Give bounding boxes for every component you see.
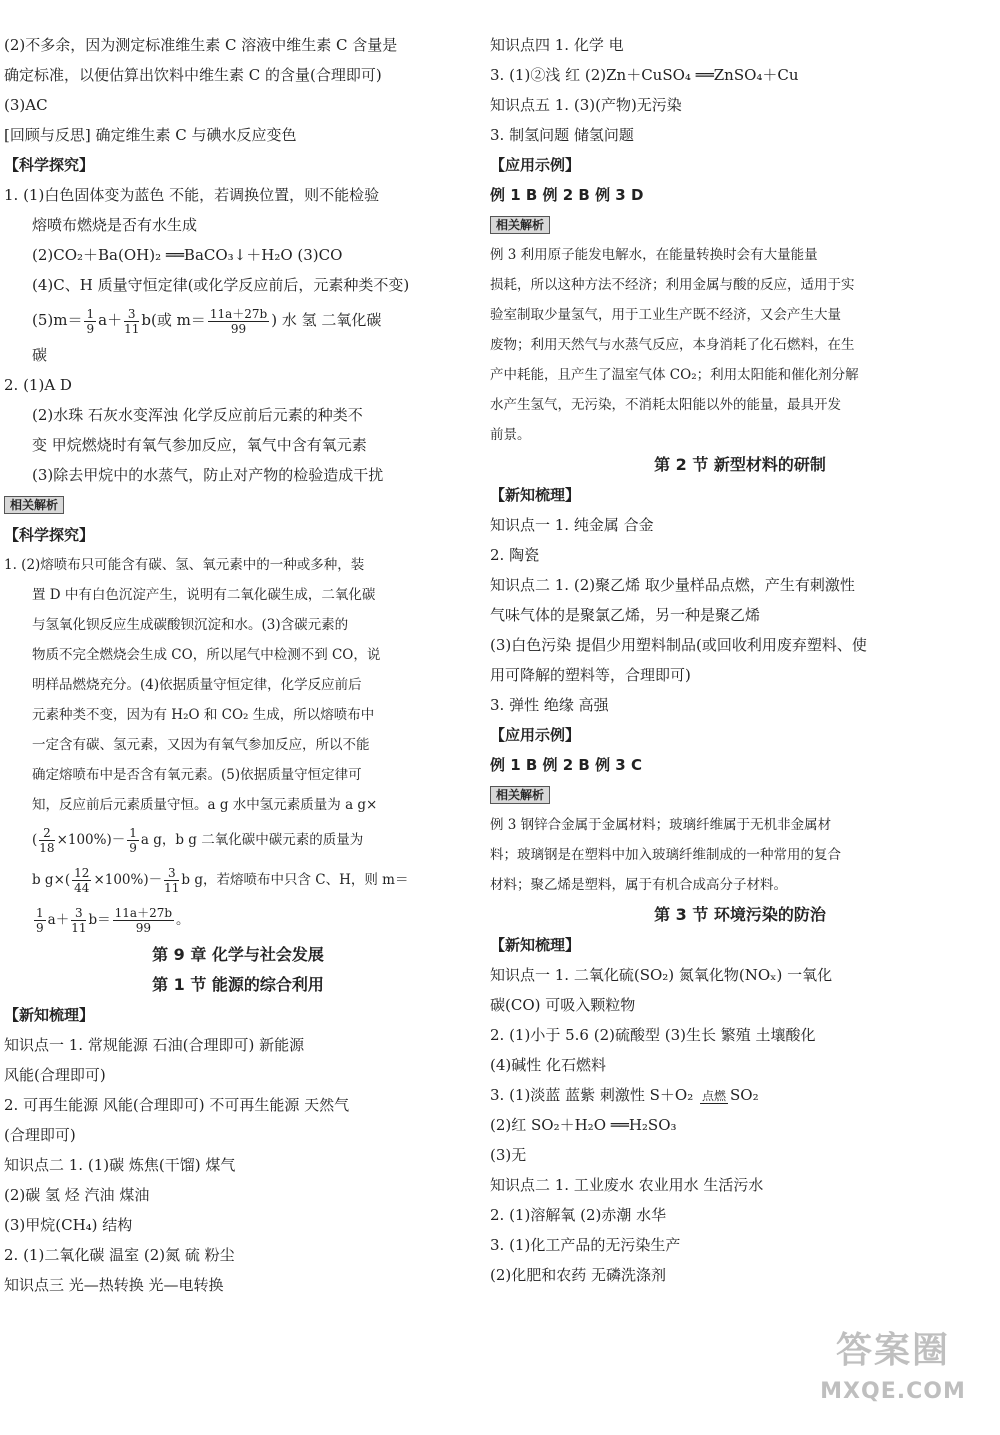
text-line: 2. (1)A D — [4, 376, 72, 394]
text-line: 产中耗能，且产生了温室气体 CO₂；利用太阳能和催化剂分解 — [490, 367, 859, 383]
left-column — [4, 30, 472, 1300]
text-fragment: b(或 m＝ — [141, 311, 206, 329]
fraction — [127, 826, 139, 855]
watermark-logo — [798, 1325, 988, 1425]
text-line: 2. 陶瓷 — [490, 546, 540, 564]
text-fragment: ×100%)－ — [93, 872, 163, 888]
text-line: 碳(CO) 可吸入颗粒物 — [490, 996, 636, 1014]
numerator: 11a＋27b — [209, 306, 268, 321]
text-line: 确定熔喷布中是否含有氧元素。(5)依据质量守恒定律可 — [32, 767, 362, 783]
text-line: 例 3 利用原子能发电解水，在能量转换时会有大量能量 — [490, 247, 818, 263]
text-fragment: b g，若熔喷布中只含 C、H，则 m＝ — [181, 872, 409, 888]
text-line: 物质不完全燃烧会生成 CO，所以尾气中检测不到 CO，说 — [32, 647, 381, 663]
text-fragment: ) 水 氢 二氧化碳 — [271, 311, 382, 329]
fraction — [208, 307, 269, 336]
denominator: 11 — [124, 321, 140, 336]
section-heading: 【新知梳理】 — [490, 486, 581, 504]
text-line: 知，反应前后元素质量守恒。a g 水中氢元素质量为 a g× — [32, 797, 378, 813]
denominator: 99 — [135, 921, 151, 935]
text-line: 知识点三 光—热转换 光—电转换 — [4, 1276, 224, 1294]
numerator: 3 — [71, 906, 86, 921]
section-title: 第 3 节 环境污染的防治 — [654, 905, 826, 924]
section-heading: 【科学探究】 — [4, 156, 95, 174]
fraction — [34, 906, 46, 935]
section-title: 第 1 节 能源的综合利用 — [152, 975, 324, 994]
tag-line — [490, 780, 990, 810]
fraction — [72, 866, 91, 895]
denominator: 9 — [129, 841, 137, 855]
numerator: 2 — [39, 826, 54, 841]
analysis-tag: 相关解析 — [490, 216, 550, 234]
fraction — [84, 307, 96, 336]
denominator: 11 — [71, 921, 87, 935]
text-line: 知识点一 1. 常规能源 石油(合理即可) 新能源 — [4, 1036, 305, 1054]
text-line: [回顾与反思] 确定维生素 C 与碘水反应变色 — [4, 126, 297, 144]
text-line: 知识点二 1. (2)聚乙烯 取少量样品点燃，产生有刺激性 — [490, 576, 855, 594]
text-line: 前景。 — [490, 427, 531, 443]
text-fragment: b＝ — [88, 912, 111, 928]
section-heading: 【新知梳理】 — [4, 1006, 95, 1024]
text-fragment: ×100%)－ — [56, 832, 126, 848]
formula-line — [4, 860, 472, 900]
text-line: 变 甲烷燃烧时有氧气参加反应，氧气中含有氧元素 — [32, 436, 367, 454]
denominator: 9 — [86, 321, 95, 336]
watermark-url: MXQE.COM — [820, 1379, 966, 1404]
analysis-tag: 相关解析 — [4, 496, 64, 514]
text-line: 一定含有碳、氢元素，又因为有氧气参加反应，所以不能 — [32, 737, 370, 753]
text-line: 材料；聚乙烯是塑料，属于有机合成高分子材料。 — [490, 877, 787, 893]
text-line: (4)C、H 质量守恒定律(或化学反应前后，元素种类不变) — [32, 276, 410, 294]
formula-line — [490, 1080, 990, 1110]
text-line: 损耗，所以这种方法不经济；利用金属与酸的反应，适用于实 — [490, 277, 855, 293]
text-line: (3)无 — [490, 1146, 527, 1164]
tag-line — [490, 210, 990, 240]
text-line: 验室制取少量氢气，用于工业生产既不经济，又会产生大量 — [490, 307, 841, 323]
fraction — [124, 307, 139, 336]
fraction — [164, 866, 179, 895]
numerator: 1 — [86, 306, 95, 321]
text-line: 1. (1)白色固体变为蓝色 不能，若调换位置，则不能检验 — [4, 186, 380, 204]
text-line: 2. (1)二氧化碳 温室 (2)氮 硫 粉尘 — [4, 1246, 235, 1264]
text-line: 2. (1)溶解氧 (2)赤潮 水华 — [490, 1206, 667, 1224]
denominator: 44 — [74, 881, 90, 895]
section-title: 第 2 节 新型材料的研制 — [654, 455, 826, 474]
text-line: 3. (1)②浅 红 (2)Zn＋CuSO₄ ══ZnSO₄＋Cu — [490, 66, 799, 84]
text-line: 3. 制氢问题 储氢问题 — [490, 126, 634, 144]
text-line: (2)水珠 石灰水变浑浊 化学反应前后元素的种类不 — [32, 406, 363, 424]
denominator: 18 — [39, 841, 55, 855]
text-line: 确定标准，以便估算出饮料中维生素 C 的含量(合理即可) — [4, 66, 382, 84]
text-line: 知识点四 1. 化学 电 — [490, 36, 624, 54]
numerator: 11a＋27b — [114, 906, 173, 920]
text-fragment: 。 — [176, 912, 190, 928]
condition-label: 点燃 — [702, 1088, 727, 1103]
text-line: 知识点二 1. (1)碳 炼焦(干馏) 煤气 — [4, 1156, 236, 1174]
text-line: 风能(合理即可) — [4, 1066, 106, 1084]
text-line: 知识点五 1. (3)(产物)无污染 — [490, 96, 682, 114]
formula-line — [4, 300, 472, 340]
text-line: (2)红 SO₂＋H₂O ══H₂SO₃ — [490, 1116, 677, 1134]
text-line: 元素种类不变，因为有 H₂O 和 CO₂ 生成，所以熔喷布中 — [32, 707, 375, 723]
text-line: 1. (2)熔喷布只可能含有碳、氢、氧元素中的一种或多种，装 — [4, 557, 365, 573]
fraction — [113, 906, 174, 935]
numerator: 12 — [74, 866, 90, 880]
section-heading: 【应用示例】 — [490, 156, 581, 174]
text-line: 例 1 B 例 2 B 例 3 C — [490, 756, 642, 774]
text-line: 2. 可再生能源 风能(合理即可) 不可再生能源 天然气 — [4, 1096, 350, 1114]
text-line: (合理即可) — [4, 1126, 76, 1144]
text-line: (3)AC — [4, 96, 48, 114]
text-line: 碳 — [32, 346, 48, 364]
text-line: (4)碱性 化石燃料 — [490, 1056, 607, 1074]
text-line: (2)碳 氢 烃 汽油 煤油 — [4, 1186, 150, 1204]
text-line: 废物；利用天然气与水蒸气反应，本身消耗了化石燃料，在生 — [490, 337, 855, 353]
text-line: 知识点一 1. 二氧化硫(SO₂) 氮氧化物(NOₓ) 一氧化 — [490, 966, 833, 984]
formula-line — [4, 900, 472, 940]
text-line: 置 D 中有白色沉淀产生，说明有二氧化碳生成，二氧化碳 — [32, 587, 376, 603]
text-line: 用可降解的塑料等，合理即可) — [490, 666, 691, 684]
text-fragment: (5)m＝ — [32, 311, 83, 329]
text-fragment: 3. (1)淡蓝 蓝紫 刺激性 S＋O₂ — [490, 1086, 698, 1104]
reaction-condition — [700, 1089, 728, 1104]
text-line: 3. (1)化工产品的无污染生产 — [490, 1236, 681, 1254]
text-line: 2. (1)小于 5.6 (2)硫酸型 (3)生长 繁殖 土壤酸化 — [490, 1026, 816, 1044]
text-line: 水产生氢气，无污染，不消耗太阳能以外的能量，最具开发 — [490, 397, 841, 413]
text-fragment: a＋ — [98, 311, 123, 329]
text-line: 明样品燃烧充分。(4)依据质量守恒定律，化学反应前后 — [32, 677, 362, 693]
tag-line — [4, 490, 472, 520]
chapter-title: 第 9 章 化学与社会发展 — [152, 945, 324, 964]
analysis-tag: 相关解析 — [490, 786, 550, 804]
text-fragment: a＋ — [47, 912, 70, 928]
text-line: (3)除去甲烷中的水蒸气，防止对产物的检验造成干扰 — [32, 466, 384, 484]
text-fragment: a g，b g 二氧化碳中碳元素的质量为 — [140, 832, 364, 848]
numerator: 3 — [124, 307, 139, 322]
text-fragment: b g×( — [32, 872, 71, 888]
text-line: (2)化肥和农药 无磷洗涤剂 — [490, 1266, 667, 1284]
text-line: 料；玻璃钢是在塑料中加入玻璃纤维制成的一种常用的复合 — [490, 847, 841, 863]
text-line: 例 1 B 例 2 B 例 3 D — [490, 186, 644, 204]
text-line: (2)CO₂＋Ba(OH)₂ ══BaCO₃↓＋H₂O (3)CO — [32, 246, 343, 264]
section-heading: 【新知梳理】 — [490, 936, 581, 954]
numerator: 3 — [164, 866, 179, 881]
section-heading: 【应用示例】 — [490, 726, 581, 744]
section-heading: 【科学探究】 — [4, 526, 95, 544]
text-line: (3)甲烷(CH₄) 结构 — [4, 1216, 133, 1234]
text-line: 与氢氧化钡反应生成碳酸钡沉淀和水。(3)含碳元素的 — [32, 617, 349, 633]
denominator: 99 — [230, 321, 247, 336]
fraction — [71, 906, 86, 935]
fraction — [39, 826, 54, 855]
numerator: 1 — [36, 906, 44, 920]
text-fragment: ( — [32, 832, 38, 848]
text-line: 熔喷布燃烧是否有水生成 — [32, 216, 198, 234]
right-column — [490, 30, 990, 1290]
text-line: 知识点一 1. 纯金属 合金 — [490, 516, 654, 534]
formula-line — [4, 820, 472, 860]
numerator: 1 — [129, 826, 137, 840]
denominator: 11 — [164, 881, 180, 895]
text-line: 气味气体的是聚氯乙烯，另一种是聚乙烯 — [490, 606, 761, 624]
text-line: 例 3 钢锌合金属于金属材料；玻璃纤维属于无机非金属材 — [490, 817, 832, 833]
text-fragment: SO₂ — [730, 1086, 759, 1104]
text-line: 3. 弹性 绝缘 高强 — [490, 696, 609, 714]
watermark-text: 答案圈 — [835, 1330, 950, 1371]
denominator: 9 — [36, 921, 44, 935]
text-line: (2)不多余，因为测定标准维生素 C 溶液中维生素 C 含量是 — [4, 36, 398, 54]
text-line: (3)白色污染 提倡少用塑料制品(或回收利用废弃塑料、使 — [490, 636, 867, 654]
text-line: 知识点二 1. 工业废水 农业用水 生活污水 — [490, 1176, 764, 1194]
